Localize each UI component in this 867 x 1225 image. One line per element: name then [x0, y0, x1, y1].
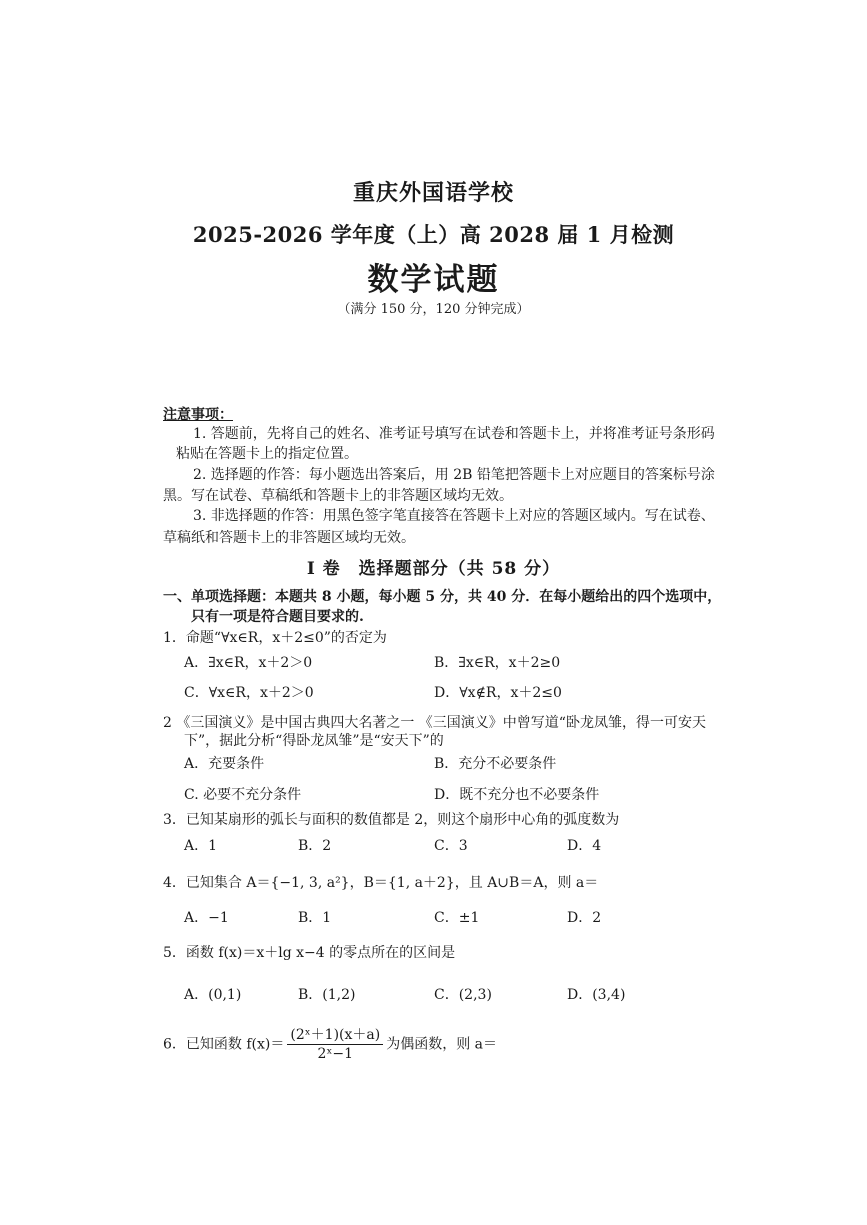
question-4-option-a: A．−1 — [184, 910, 229, 926]
question-6-numerator: (2ˣ＋1)(x＋a) — [287, 1026, 383, 1045]
question-5-option-b: B．(1,2) — [298, 987, 356, 1003]
notice-item-1-line-1: 1. 答题前，先将自己的姓名、准考证号填写在试卷和答题卡上，并将准考证号条形码 — [193, 426, 715, 442]
question-5-stem: 5．函数 f(x)＝x＋lg x−4 的零点所在的区间是 — [163, 945, 456, 961]
question-1-option-b: B．∃x∈R，x＋2≥0 — [434, 655, 561, 671]
question-3-option-a: A．1 — [184, 838, 218, 854]
question-6-stem — [163, 1026, 497, 1063]
question-1-option-a: A．∃x∈R，x＋2＞0 — [184, 655, 313, 671]
exam-subject: 数学试题 — [367, 262, 500, 298]
question-2-option-b: B．充分不必要条件 — [434, 756, 557, 772]
part-1-instruction-line-2: 只有一项是符合题目要求的. — [191, 609, 364, 625]
question-1-option-d: D．∀x∉R，x＋2≤0 — [434, 685, 562, 701]
question-1-stem: 1．命题“∀x∈R，x＋2≤0”的否定为 — [163, 630, 387, 646]
question-2-stem-line-1: 2 《三国演义》是中国古典四大名著之一 《三国演义》中曾写道“卧龙凤雏，得一可安天 — [163, 715, 706, 731]
question-6-denominator: 2ˣ−1 — [317, 1046, 354, 1062]
question-2-option-c: C. 必要不充分条件 — [184, 787, 302, 803]
notice-item-3-line-2: 草稿纸和答题卡上的非答题区域均无效。 — [163, 530, 415, 546]
question-3-option-d: D．4 — [567, 838, 602, 854]
question-6-stem-suffix: 为偶函数，则 a＝ — [386, 1036, 497, 1053]
question-4-stem: 4．已知集合 A＝{−1, 3, a²}，B＝{1, a＋2}，且 A∪B＝A，则 a＝ — [163, 875, 599, 891]
question-5-option-d: D．(3,4) — [567, 987, 626, 1003]
exam-term: 2025-2026 学年度（上）高 2028 届 1 月检测 — [192, 222, 675, 247]
question-6-fraction — [287, 1026, 383, 1063]
question-3-option-b: B．2 — [298, 838, 332, 854]
school-name: 重庆外国语学校 — [352, 180, 514, 206]
notice-item-1-line-2: 粘贴在答题卡上的指定位置。 — [176, 446, 358, 462]
question-1-option-c: C．∀x∈R，x＋2＞0 — [184, 685, 314, 701]
notice-heading: 注意事项： — [163, 407, 233, 423]
question-2-option-a: A．充要条件 — [184, 756, 265, 772]
question-3-option-c: C．3 — [434, 838, 468, 854]
notice-item-3-line-1: 3. 非选择题的作答：用黑色签字笔直接答在答题卡上对应的答题区域内。写在试卷、 — [193, 508, 715, 524]
part-1-instruction-line-1: 一、单项选择题：本题共 8 小题，每小题 5 分，共 40 分．在每小题给出的四个选项中， — [163, 589, 722, 605]
question-2-stem-line-2: 下”，据此分析“得卧龙凤雏”是“安天下”的 — [184, 733, 444, 749]
question-6-stem-prefix: 6．已知函数 f(x)＝ — [163, 1036, 285, 1053]
question-4-option-d: D．2 — [567, 910, 602, 926]
question-5-option-a: A．(0,1) — [184, 987, 242, 1003]
notice-item-2-line-1: 2. 选择题的作答：每小题选出答案后，用 2B 铅笔把答题卡上对应题目的答案标号涂 — [193, 467, 715, 483]
question-2-option-d: D．既不充分也不必要条件 — [434, 787, 600, 803]
question-4-option-c: C．±1 — [434, 910, 480, 926]
question-3-stem: 3．已知某扇形的弧长与面积的数值都是 2，则这个扇形中心角的弧度数为 — [163, 812, 620, 828]
score-info: （满分 150 分，120 分钟完成） — [337, 302, 530, 317]
question-4-option-b: B．1 — [298, 910, 332, 926]
question-5-option-c: C．(2,3) — [434, 987, 492, 1003]
section-title: Ⅰ 卷 选择题部分（共 58 分） — [306, 559, 561, 579]
notice-item-2-line-2: 黑。写在试卷、草稿纸和答题卡上的非答题区域均无效。 — [163, 488, 513, 504]
